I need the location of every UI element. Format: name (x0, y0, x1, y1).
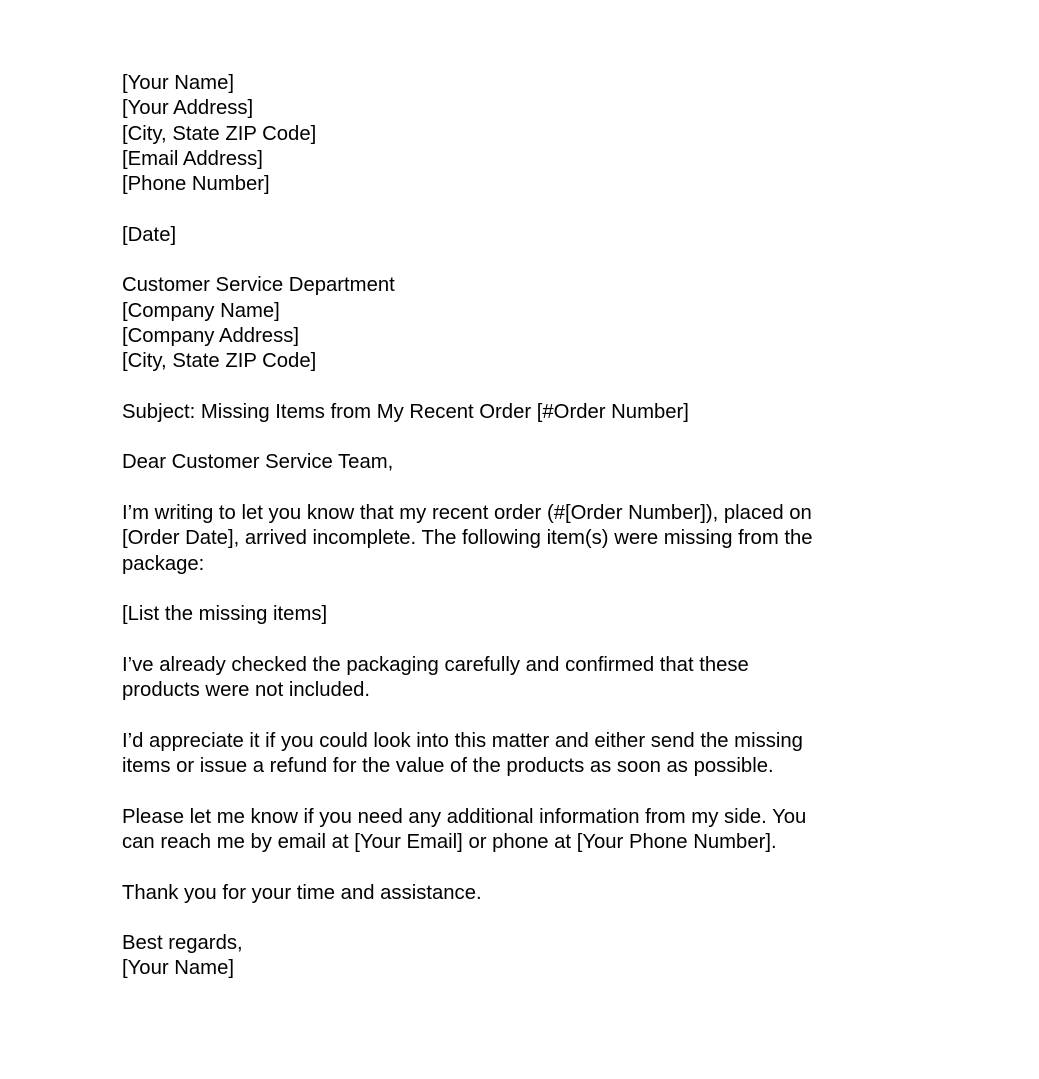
body-line: items or issue a refund for the value of the products as soon as possible. (122, 755, 774, 778)
recipient-block (122, 273, 922, 374)
letter-document (122, 71, 922, 982)
spacer (122, 476, 922, 501)
signature-name: [Your Name] (122, 957, 234, 980)
spacer (122, 779, 922, 804)
sender-email: [Email Address] (122, 147, 263, 170)
spacer (122, 628, 922, 653)
body-paragraph-4 (122, 805, 922, 856)
recipient-company-address: [Company Address] (122, 324, 299, 347)
spacer (122, 703, 922, 728)
letter-date: [Date] (122, 223, 177, 246)
body-line: I’m writing to let you know that my recent order (#[Order Number]), placed on (122, 502, 812, 525)
body-line: [Order Date], arrived incomplete. The following item(s) were missing from the (122, 527, 813, 550)
sign-off: Best regards, (122, 932, 243, 955)
body-line: I’d appreciate it if you could look into this matter and either send the missing (122, 729, 803, 752)
spacer (122, 248, 922, 273)
body-paragraph-1 (122, 501, 922, 577)
salutation: Dear Customer Service Team, (122, 451, 394, 474)
sender-phone: [Phone Number] (122, 173, 270, 196)
missing-items-placeholder: [List the missing items] (122, 603, 328, 626)
recipient-company-name: [Company Name] (122, 299, 280, 322)
recipient-department: Customer Service Department (122, 274, 395, 297)
body-line: can reach me by email at [Your Email] or phone at [Your Phone Number]. (122, 830, 777, 853)
spacer (122, 197, 922, 222)
spacer (122, 855, 922, 880)
spacer (122, 577, 922, 602)
body-line: I’ve already checked the packaging carefully and confirmed that these (122, 653, 749, 676)
sender-name: [Your Name] (122, 72, 234, 94)
spacer (122, 375, 922, 400)
body-paragraph-3 (122, 729, 922, 780)
closing-block (122, 931, 922, 982)
body-line: Please let me know if you need any additional information from my side. You (122, 805, 807, 828)
body-paragraph-2 (122, 653, 922, 704)
sender-city-state-zip: [City, State ZIP Code] (122, 122, 317, 145)
spacer (122, 425, 922, 450)
sender-block (122, 71, 922, 197)
thank-you-line: Thank you for your time and assistance. (122, 881, 482, 904)
spacer (122, 906, 922, 931)
sender-address: [Your Address] (122, 97, 254, 120)
body-line: package: (122, 552, 205, 575)
body-line: products were not included. (122, 679, 371, 702)
recipient-city-state-zip: [City, State ZIP Code] (122, 350, 317, 373)
subject-line: Subject: Missing Items from My Recent Order [#Order Number] (122, 400, 689, 423)
